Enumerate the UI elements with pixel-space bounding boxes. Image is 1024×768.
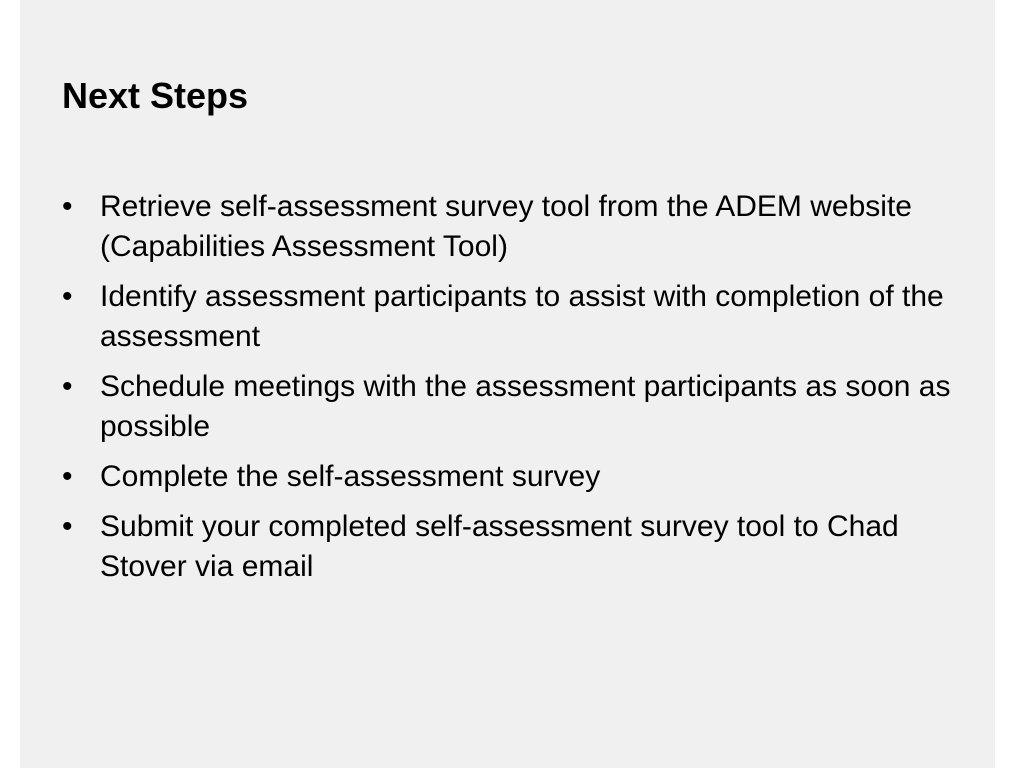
- bullet-dot-icon: •: [62, 280, 73, 313]
- bullet-item: [62, 187, 967, 267]
- bullet-dot-icon: •: [62, 460, 73, 493]
- bullet-text: Complete the self-assessment survey: [100, 460, 601, 493]
- bullet-item: [62, 277, 967, 357]
- bullet-text: Schedule meetings with the assessment participants as soon as possible: [100, 370, 951, 443]
- bullet-list: [62, 187, 967, 597]
- bullet-item: [62, 507, 967, 587]
- bullet-text: Submit your completed self-assessment survey tool to Chad Stover via email: [100, 510, 899, 583]
- bullet-item: [62, 457, 967, 497]
- bullet-text: Identify assessment participants to assist with completion of the assessment: [100, 280, 944, 353]
- slide-title: Next Steps: [62, 75, 249, 116]
- bullet-item: [62, 367, 967, 447]
- bullet-text: Retrieve self-assessment survey tool from the ADEM website (Capabilities Assessment Tool): [100, 190, 912, 263]
- bullet-dot-icon: •: [62, 370, 73, 403]
- bullet-dot-icon: •: [62, 190, 73, 223]
- slide: [20, 0, 995, 768]
- bullet-dot-icon: •: [62, 510, 73, 543]
